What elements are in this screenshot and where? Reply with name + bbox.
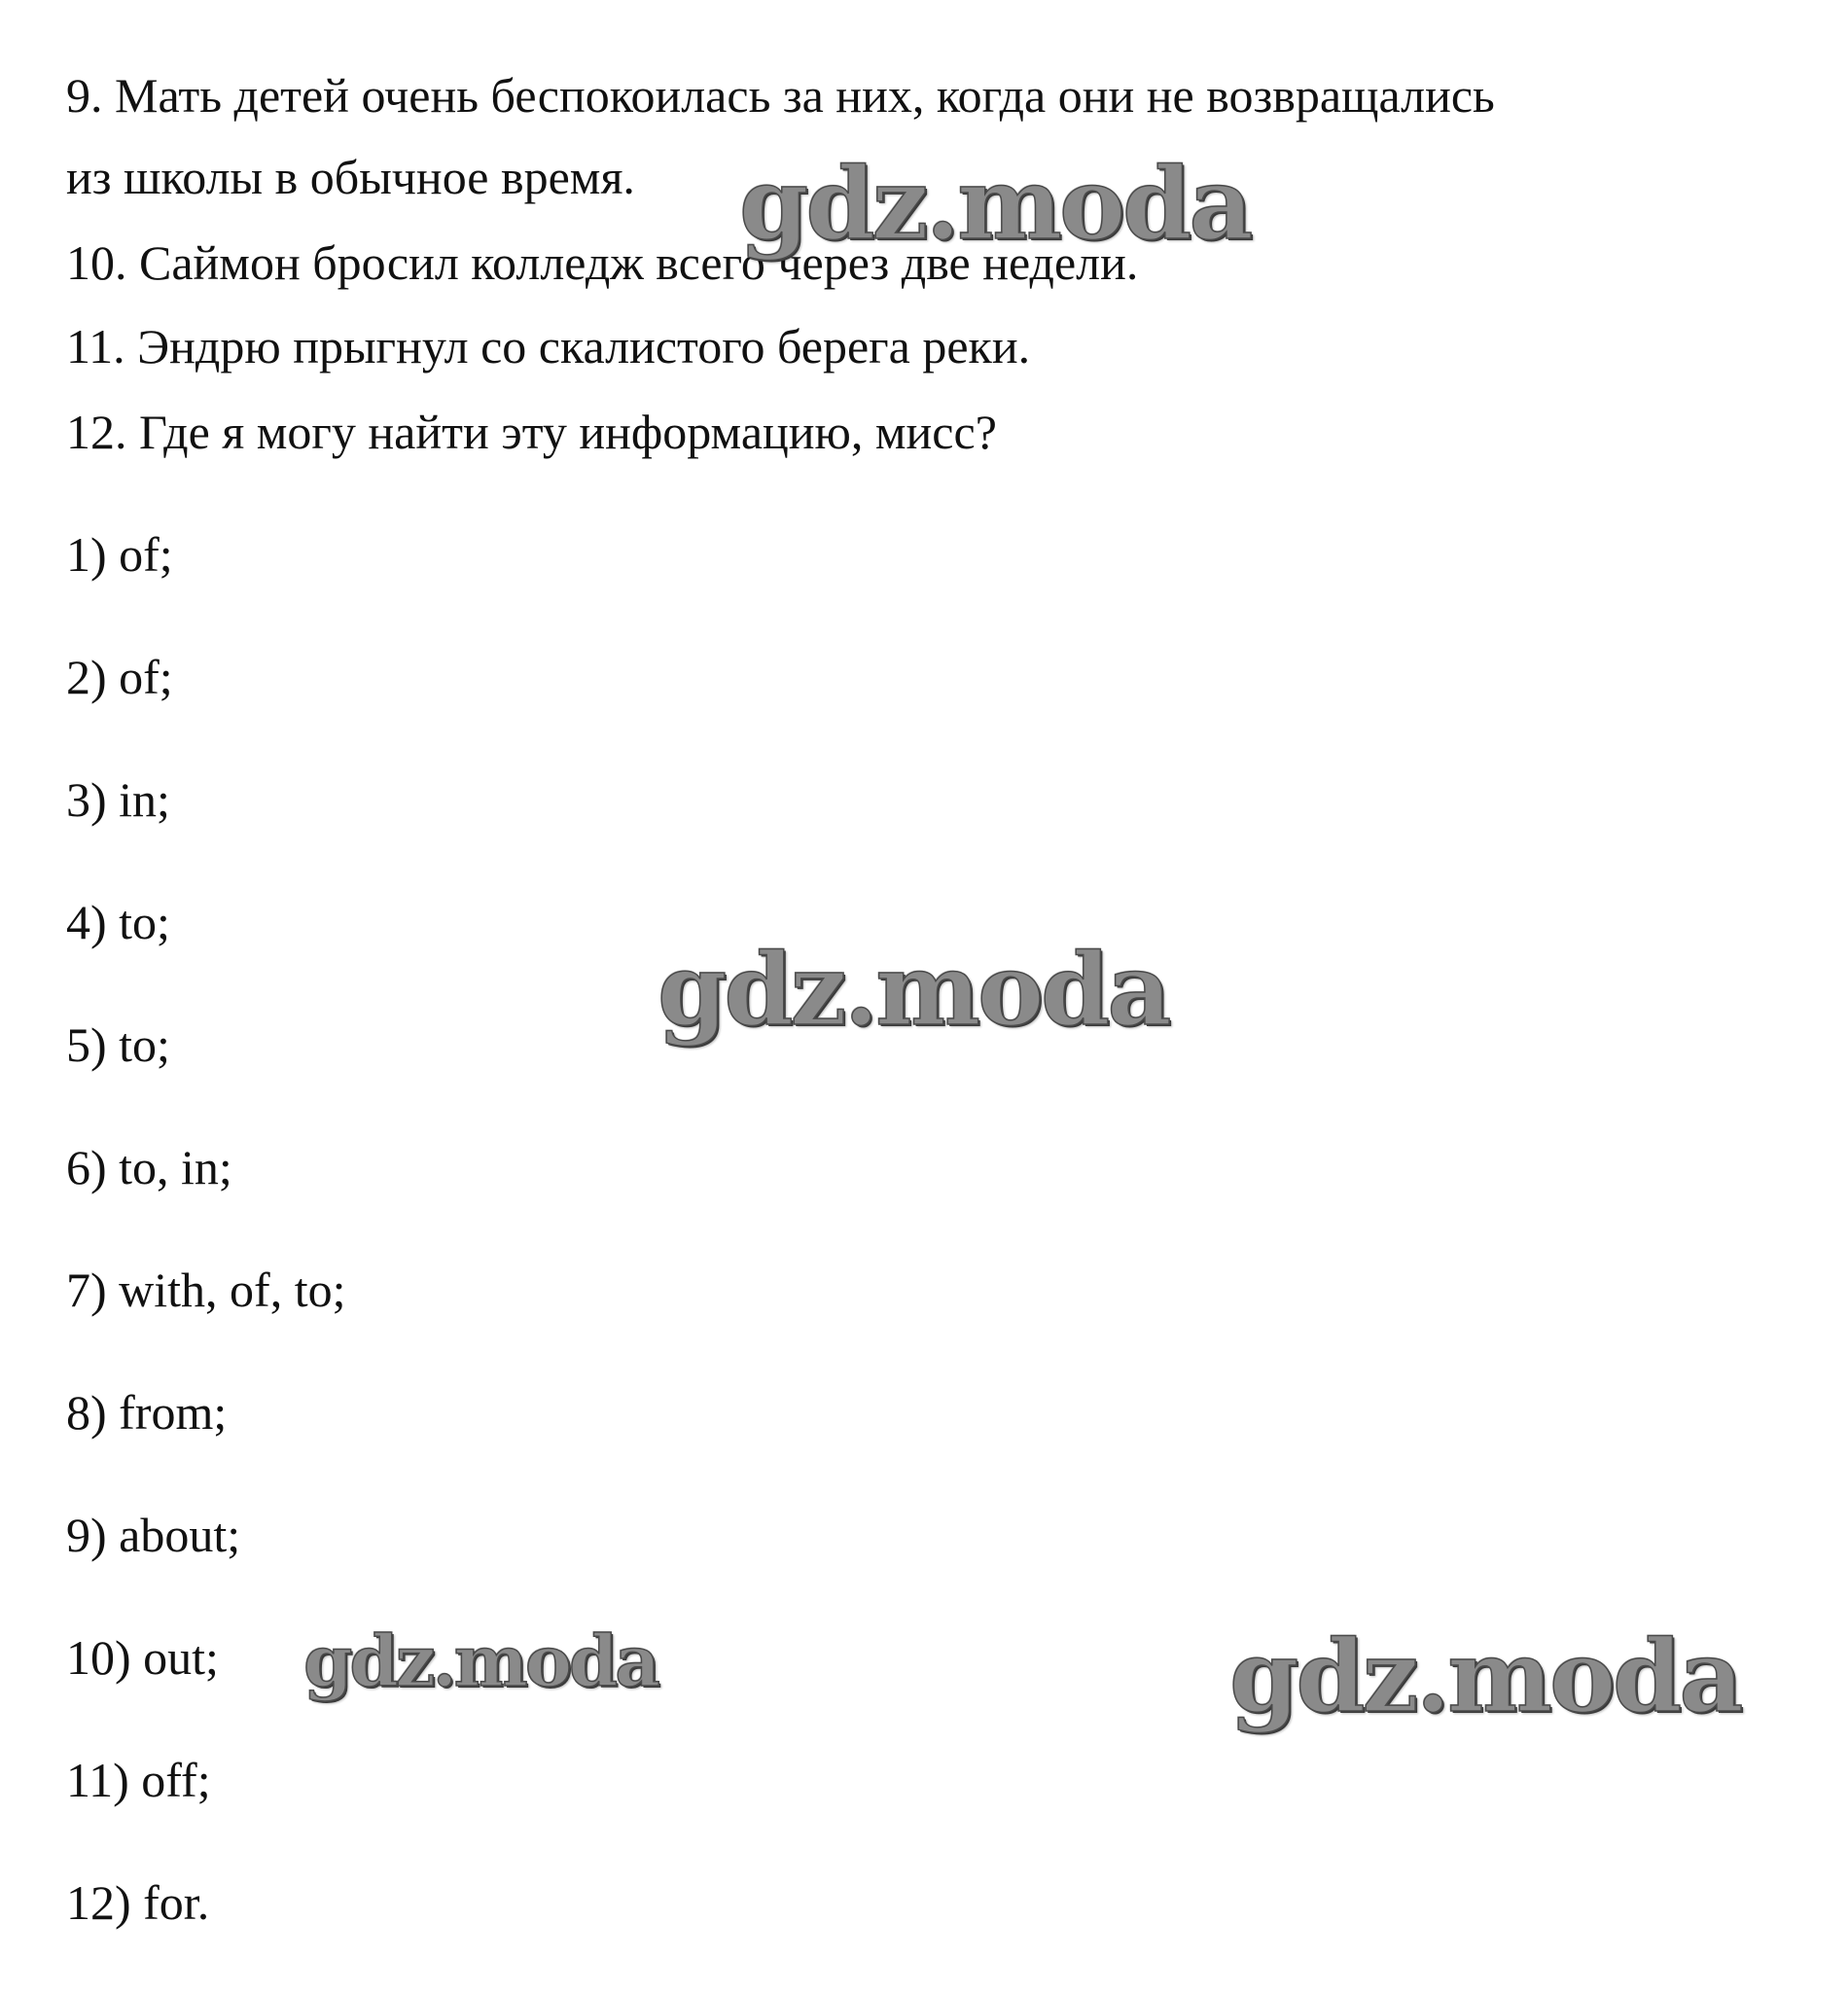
answer-2: 2) of; [66,650,173,704]
answer-9: 9) about; [66,1508,241,1562]
watermark-bottom-left: gdz.moda [303,1619,657,1702]
watermark-middle: gdz.moda [657,932,1169,1049]
answer-7: 7) with, of, to; [66,1263,346,1317]
answer-12: 12) for. [66,1875,210,1930]
answer-10: 10) out; [66,1630,219,1685]
sentence-9-line-1: 9. Мать детей очень беспокоилась за них, когда они не возвращались [66,68,1495,123]
sentence-9-line-2: из школы в обычное время. [66,150,635,204]
watermark-top: gdz.moda [739,146,1251,263]
sentence-11: 11. Эндрю прыгнул со скалистого берега реки. [66,319,1031,374]
answer-11: 11) off; [66,1753,211,1807]
sentence-10: 10. Саймон бросил колледж всего через две недели. [66,235,1139,290]
answer-4: 4) to; [66,895,170,949]
answer-1: 1) of; [66,527,173,582]
answer-5: 5) to; [66,1017,170,1072]
answer-6: 6) to, in; [66,1140,232,1194]
watermark-bottom-right: gdz.moda [1229,1619,1741,1735]
answer-3: 3) in; [66,772,170,827]
sentence-12: 12. Где я могу найти эту информацию, мисс? [66,405,997,459]
answer-8: 8) from; [66,1385,228,1440]
